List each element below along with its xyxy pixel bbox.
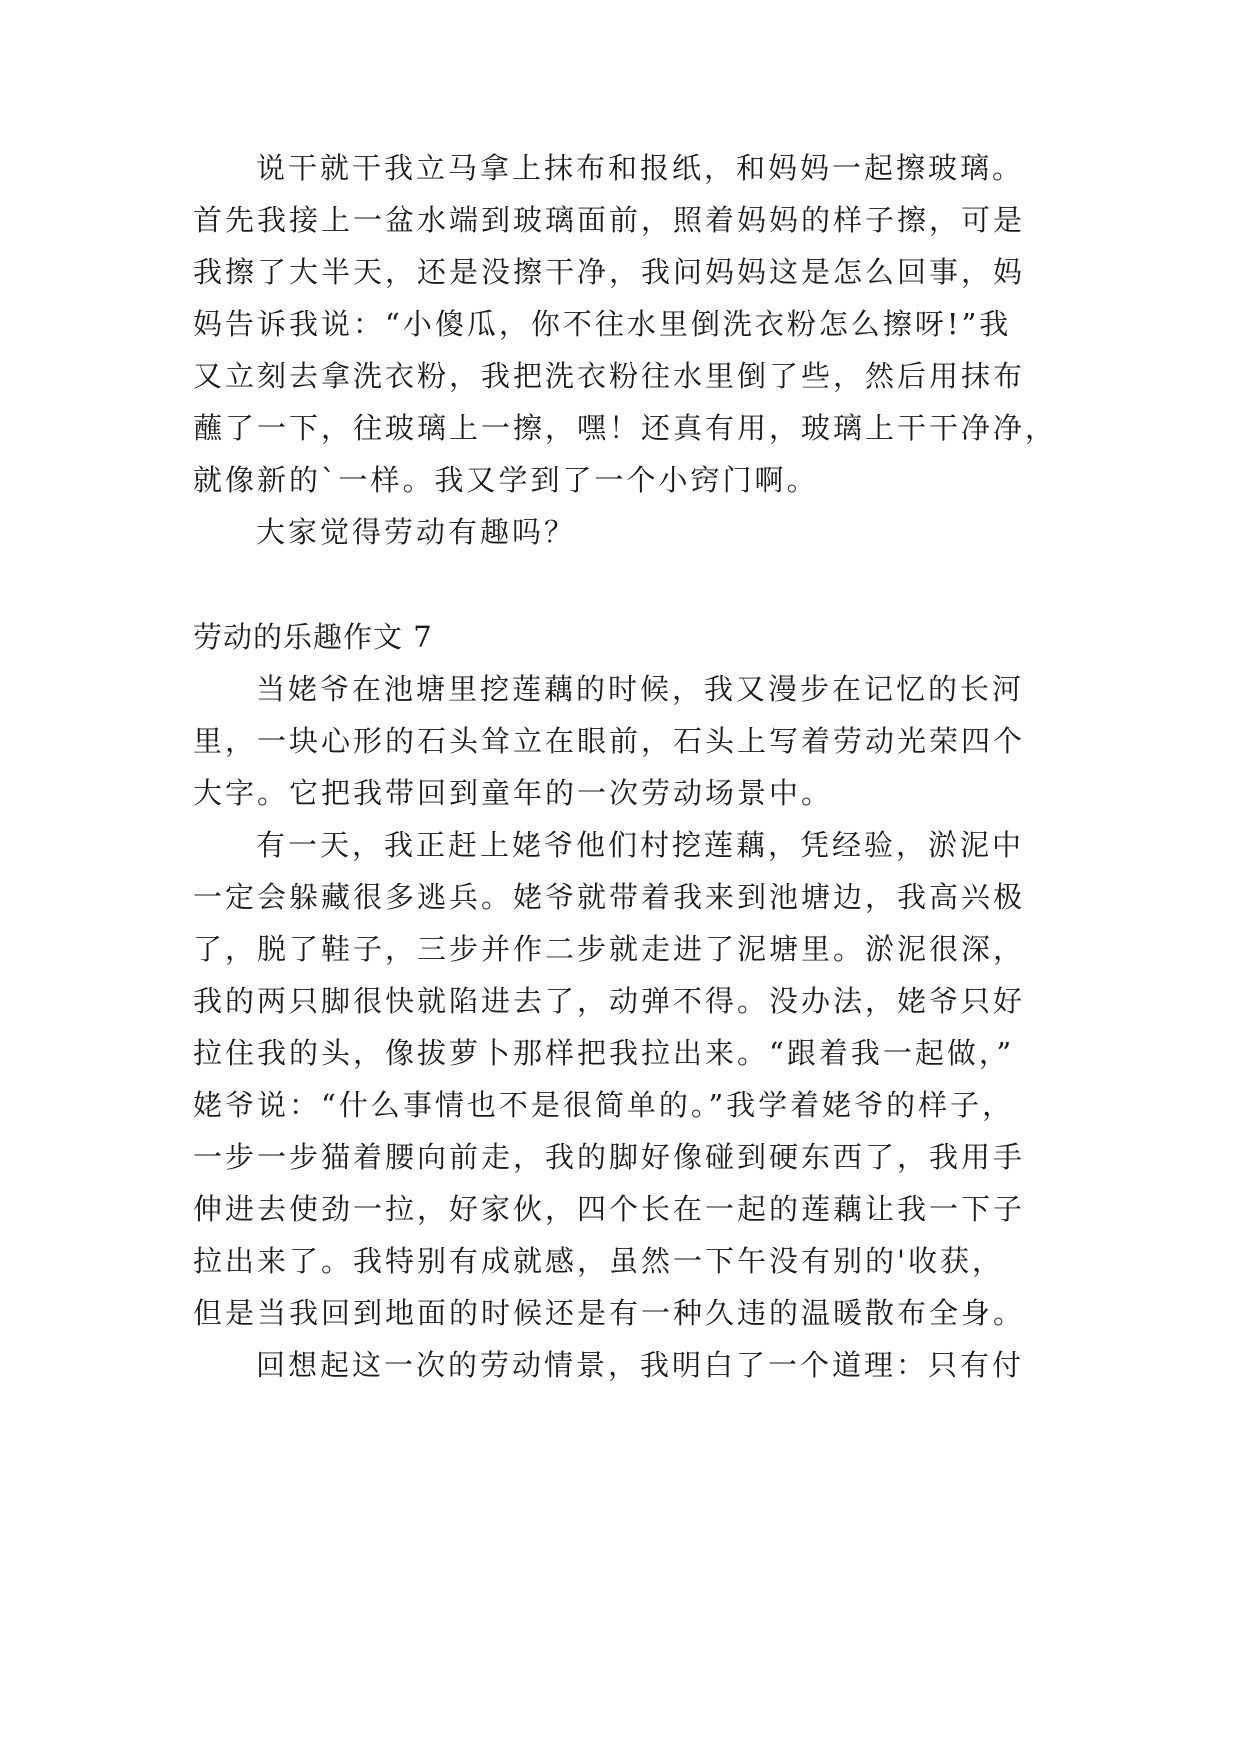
paragraph-line: 回想起这一次的劳动情景，我明白了一个道理：只有付 [256,1348,1025,1382]
paragraph-line: 一定会躲藏很多逃兵。姥爷就带着我来到池塘边，我高兴极 [193,880,1026,914]
paragraph-line: 大家觉得劳动有趣吗？ [256,515,577,549]
paragraph-line: 又立刻去拿洗衣粉，我把洗衣粉往水里倒了些，然后用抹布 [193,359,1026,393]
paragraph-line: 里，一块心形的石头耸立在眼前，石头上写着劳动光荣四个 [193,724,1026,758]
paragraph-line: 蘸了一下，往玻璃上一擦，嘿！还真有用，玻璃上干干净净， [193,411,1058,445]
paragraph-line: 就像新的`一样。我又学到了一个小窍门啊。 [193,463,819,497]
paragraph-line: 我擦了大半天，还是没擦干净，我问妈妈这是怎么回事，妈 [193,255,1026,289]
paragraph-line: 当姥爷在池塘里挖莲藕的时候，我又漫步在记忆的长河 [256,672,1025,706]
section-title: 劳动的乐趣作文 7 [193,620,433,654]
paragraph-line: 伸进去使劲一拉，好家伙，四个长在一起的莲藕让我一下子 [193,1192,1026,1226]
paragraph-line: 了，脱了鞋子，三步并作二步就走进了泥塘里。淤泥很深， [193,932,1026,966]
paragraph-line: 但是当我回到地面的时候还是有一种久违的温暖散布全身。 [193,1296,1026,1330]
paragraph-line: 我的两只脚很快就陷进去了，动弹不得。没办法，姥爷只好 [193,984,1026,1018]
paragraph-line: 有一天，我正赶上姥爷他们村挖莲藕，凭经验，淤泥中 [256,828,1025,862]
paragraph-line: 拉出来了。我特别有成就感，虽然一下午没有别的'收获， [193,1244,1004,1278]
paragraph-line: 拉住我的头，像拔萝卜那样把我拉出来。“跟着我一起做，” [193,1036,1015,1070]
paragraph-line: 妈告诉我说：“小傻瓜，你不往水里倒洗衣粉怎么擦呀!”我 [193,307,1012,341]
paragraph-line: 姥爷说：“什么事情也不是很简单的。”我学着姥爷的样子， [193,1088,1015,1122]
paragraph-line: 首先我接上一盆水端到玻璃面前，照着妈妈的样子擦，可是 [193,203,1026,237]
paragraph-line: 一步一步猫着腰向前走，我的脚好像碰到硬东西了，我用手 [193,1140,1026,1174]
paragraph-line: 大字。它把我带回到童年的一次劳动场景中。 [193,776,834,810]
paragraph-line: 说干就干我立马拿上抹布和报纸，和妈妈一起擦玻璃。 [256,151,1025,185]
